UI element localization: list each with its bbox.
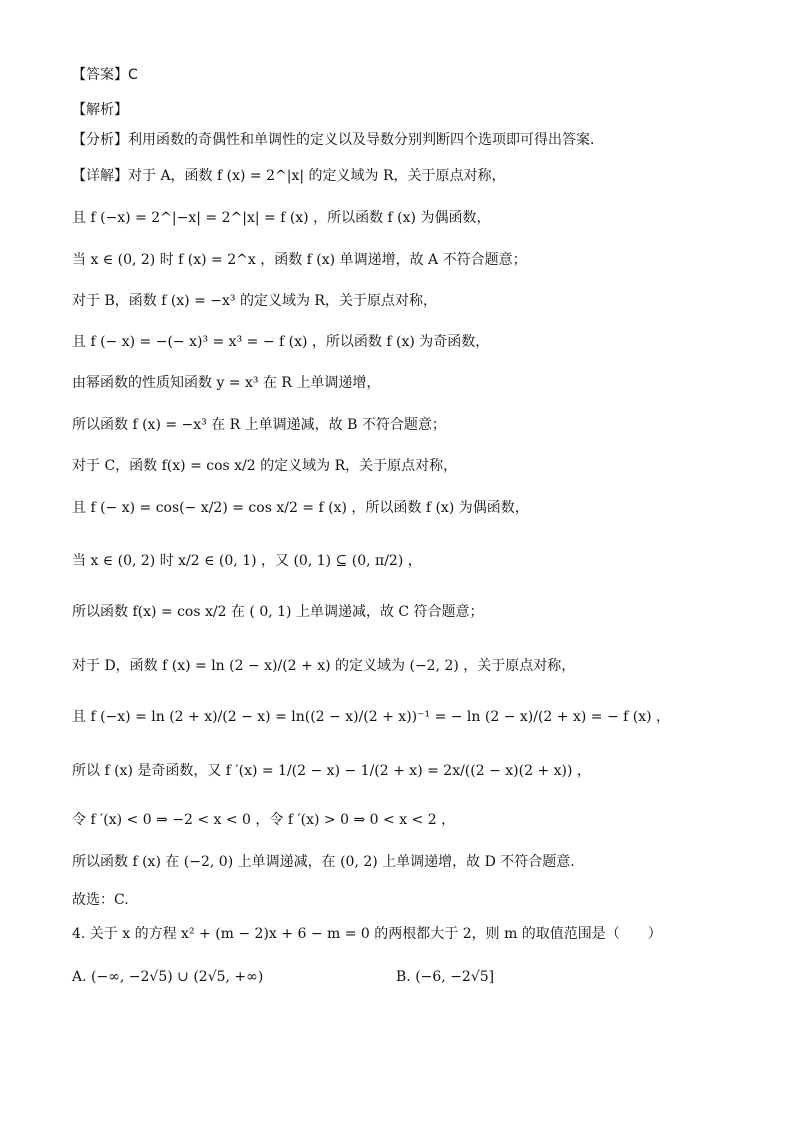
- solution-line-10: 当 x ∈ (0, 2) 时 x/2 ∈ (0, 1) ，又 (0, 1) ⊆ (0, π/2) ，: [72, 553, 422, 569]
- solution-line-1: 【详解】对于 A，函数 f (x) = 2^|x| 的定义域为 R，关于原点对称，: [72, 168, 506, 184]
- solution-line-11: 所以函数 f(x) = cos x/2 在 ( 0, 1) 上单调递减，故 C 符合题意；: [72, 604, 484, 620]
- solution-line-17: 故选：C.: [72, 892, 129, 908]
- option-a: A. (−∞, −2√5) ∪ (2√5, +∞): [72, 969, 264, 985]
- solution-line-15: 令 f ′(x) < 0 ⇒ −2 < x < 0 ，令 f ′(x) > 0 ⇒ 0 < x < 2 ，: [72, 812, 456, 828]
- solution-line-9: 且 f (− x) = cos(− x/2) = cos x/2 = f (x) ，所以函数 f (x) 为偶函数，: [72, 500, 529, 516]
- solution-line-16: 所以函数 f (x) 在 (−2, 0) 上单调递减，在 (0, 2) 上单调递增，故 D 不符合题意.: [72, 854, 575, 870]
- solution-line-6: 由幂函数的性质知函数 y = x³ 在 R 上单调递增，: [72, 375, 381, 391]
- answer-label: 【答案】C: [72, 67, 138, 83]
- solution-line-4: 对于 B，函数 f (x) = −x³ 的定义域为 R，关于原点对称，: [72, 293, 437, 309]
- solution-line-12: 对于 D，函数 f (x) = ln (2 − x)/(2 + x) 的定义域为 (−2, 2) ，关于原点对称，: [72, 658, 576, 674]
- question-4: 4. 关于 x 的方程 x² + (m − 2)x + 6 − m = 0 的两根都大于 2，则 m 的取值范围是（ ）: [72, 926, 662, 942]
- solution-line-8: 对于 C，函数 f(x) = cos x/2 的定义域为 R，关于原点对称，: [72, 458, 458, 474]
- option-b: B. (−6, −2√5]: [396, 969, 495, 985]
- analysis-label: 【解析】: [72, 102, 128, 118]
- solution-line-2: 且 f (−x) = 2^|−x| = 2^|x| = f (x) ，所以函数 f (x) 为偶函数，: [72, 210, 491, 226]
- analysis-summary: 【分析】利用函数的奇偶性和单调性的定义以及导数分别判断四个选项即可得出答案.: [72, 132, 595, 148]
- solution-line-13: 且 f (−x) = ln (2 + x)/(2 − x) = ln((2 − x)/(2 + x))⁻¹ = − ln (2 − x)/(2 + x) = − f (x) ，: [72, 709, 671, 725]
- solution-line-5: 且 f (− x) = −(− x)³ = x³ = − f (x) ，所以函数 f (x) 为奇函数，: [72, 334, 490, 350]
- solution-line-7: 所以函数 f (x) = −x³ 在 R 上单调递减，故 B 不符合题意；: [72, 417, 446, 433]
- solution-line-14: 所以 f (x) 是奇函数，又 f ′(x) = 1/(2 − x) − 1/(2 + x) = 2x/((2 − x)(2 + x)) ，: [72, 763, 591, 779]
- solution-line-3: 当 x ∈ (0, 2) 时 f (x) = 2^x ，函数 f (x) 单调递增，故 A 不符合题意；: [72, 252, 527, 268]
